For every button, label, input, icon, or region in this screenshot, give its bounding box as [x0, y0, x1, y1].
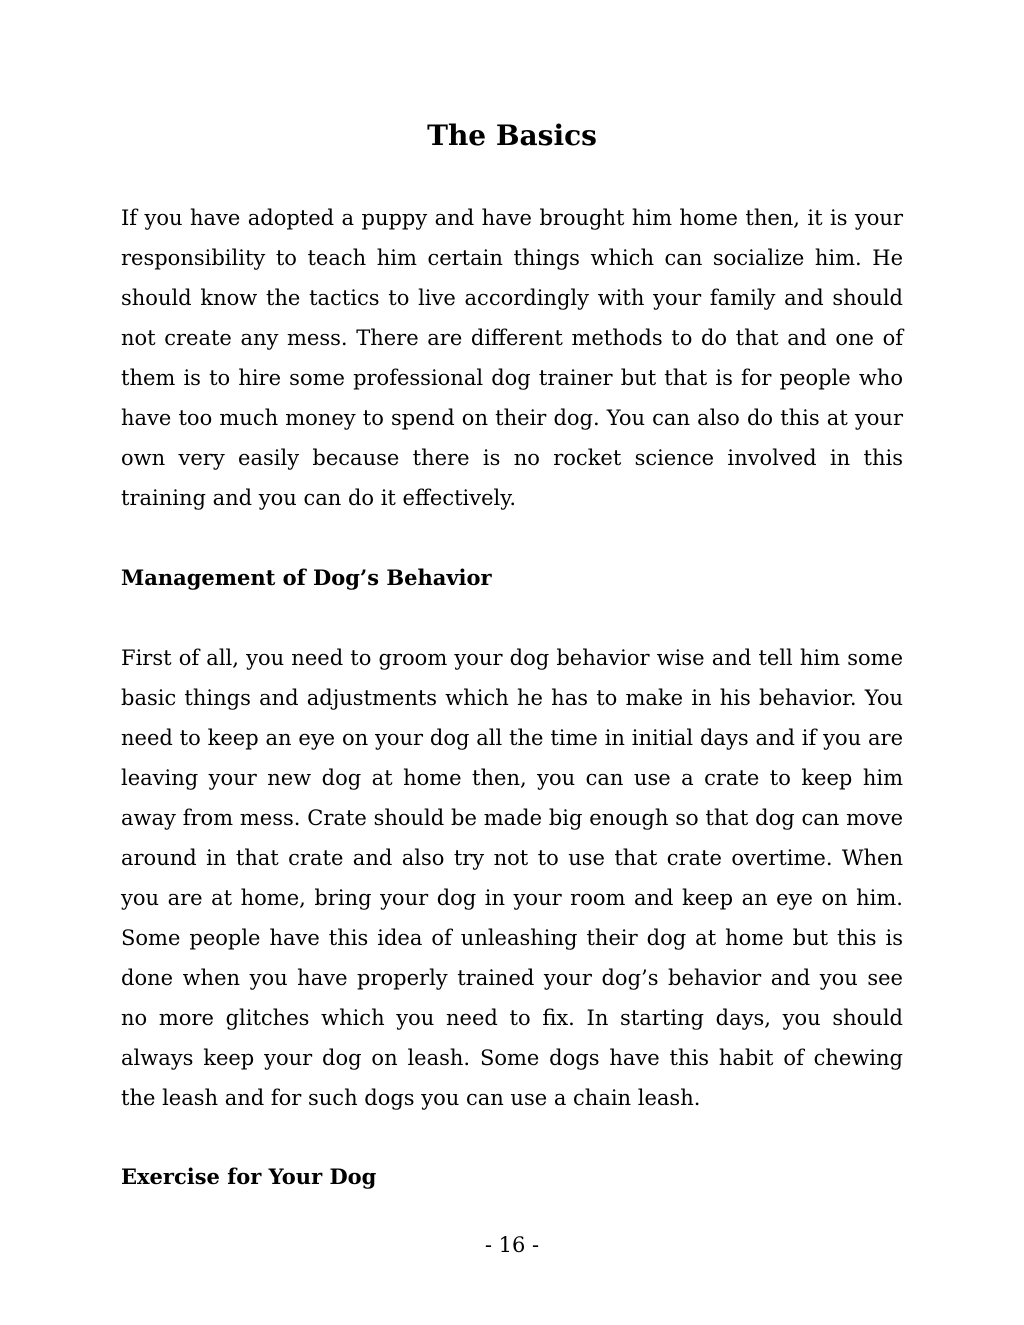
intro-paragraph: If you have adopted a puppy and have brought him home then, it is your responsibility to teach him certain things which can socialize him. He should know the tactics to live accordingly with your family and should not create any mess. There are different methods to do that and one of them is to hire some professional dog trainer but that is for people who have too much money to spend on their dog. You can also do this at your own very easily because there is no rocket science involved in this training and you can do it effectively.: [121, 206, 903, 510]
page-number: - 16 -: [484, 1233, 540, 1257]
behavior-paragraph: First of all, you need to groom your dog behavior wise and tell him some basic things and adjustments which he has to make in his behavior. You need to keep an eye on your dog all the time in initial days and if you are leaving your new dog at home then, you can use a crate to keep him away from mess. Crate should be made big enough so that dog can move around in that crate and also try not to use that crate overtime. When you are at home, bring your dog in your room and keep an eye on him. Some people have this idea of unleashing their dog at home but this is done when you have properly trained your dog’s behavior and you see no more glitches which you need to fix. In starting days, you should always keep your dog on leash. Some dogs have this habit of chewing the leash and for such dogs you can use a chain leash.: [121, 646, 903, 1110]
section-heading-behavior: Management of Dog’s Behavior: [121, 565, 492, 590]
document-page: [121, 0, 903, 1325]
section-heading-exercise: Exercise for Your Dog: [121, 1164, 377, 1189]
page-title: The Basics: [427, 119, 597, 152]
